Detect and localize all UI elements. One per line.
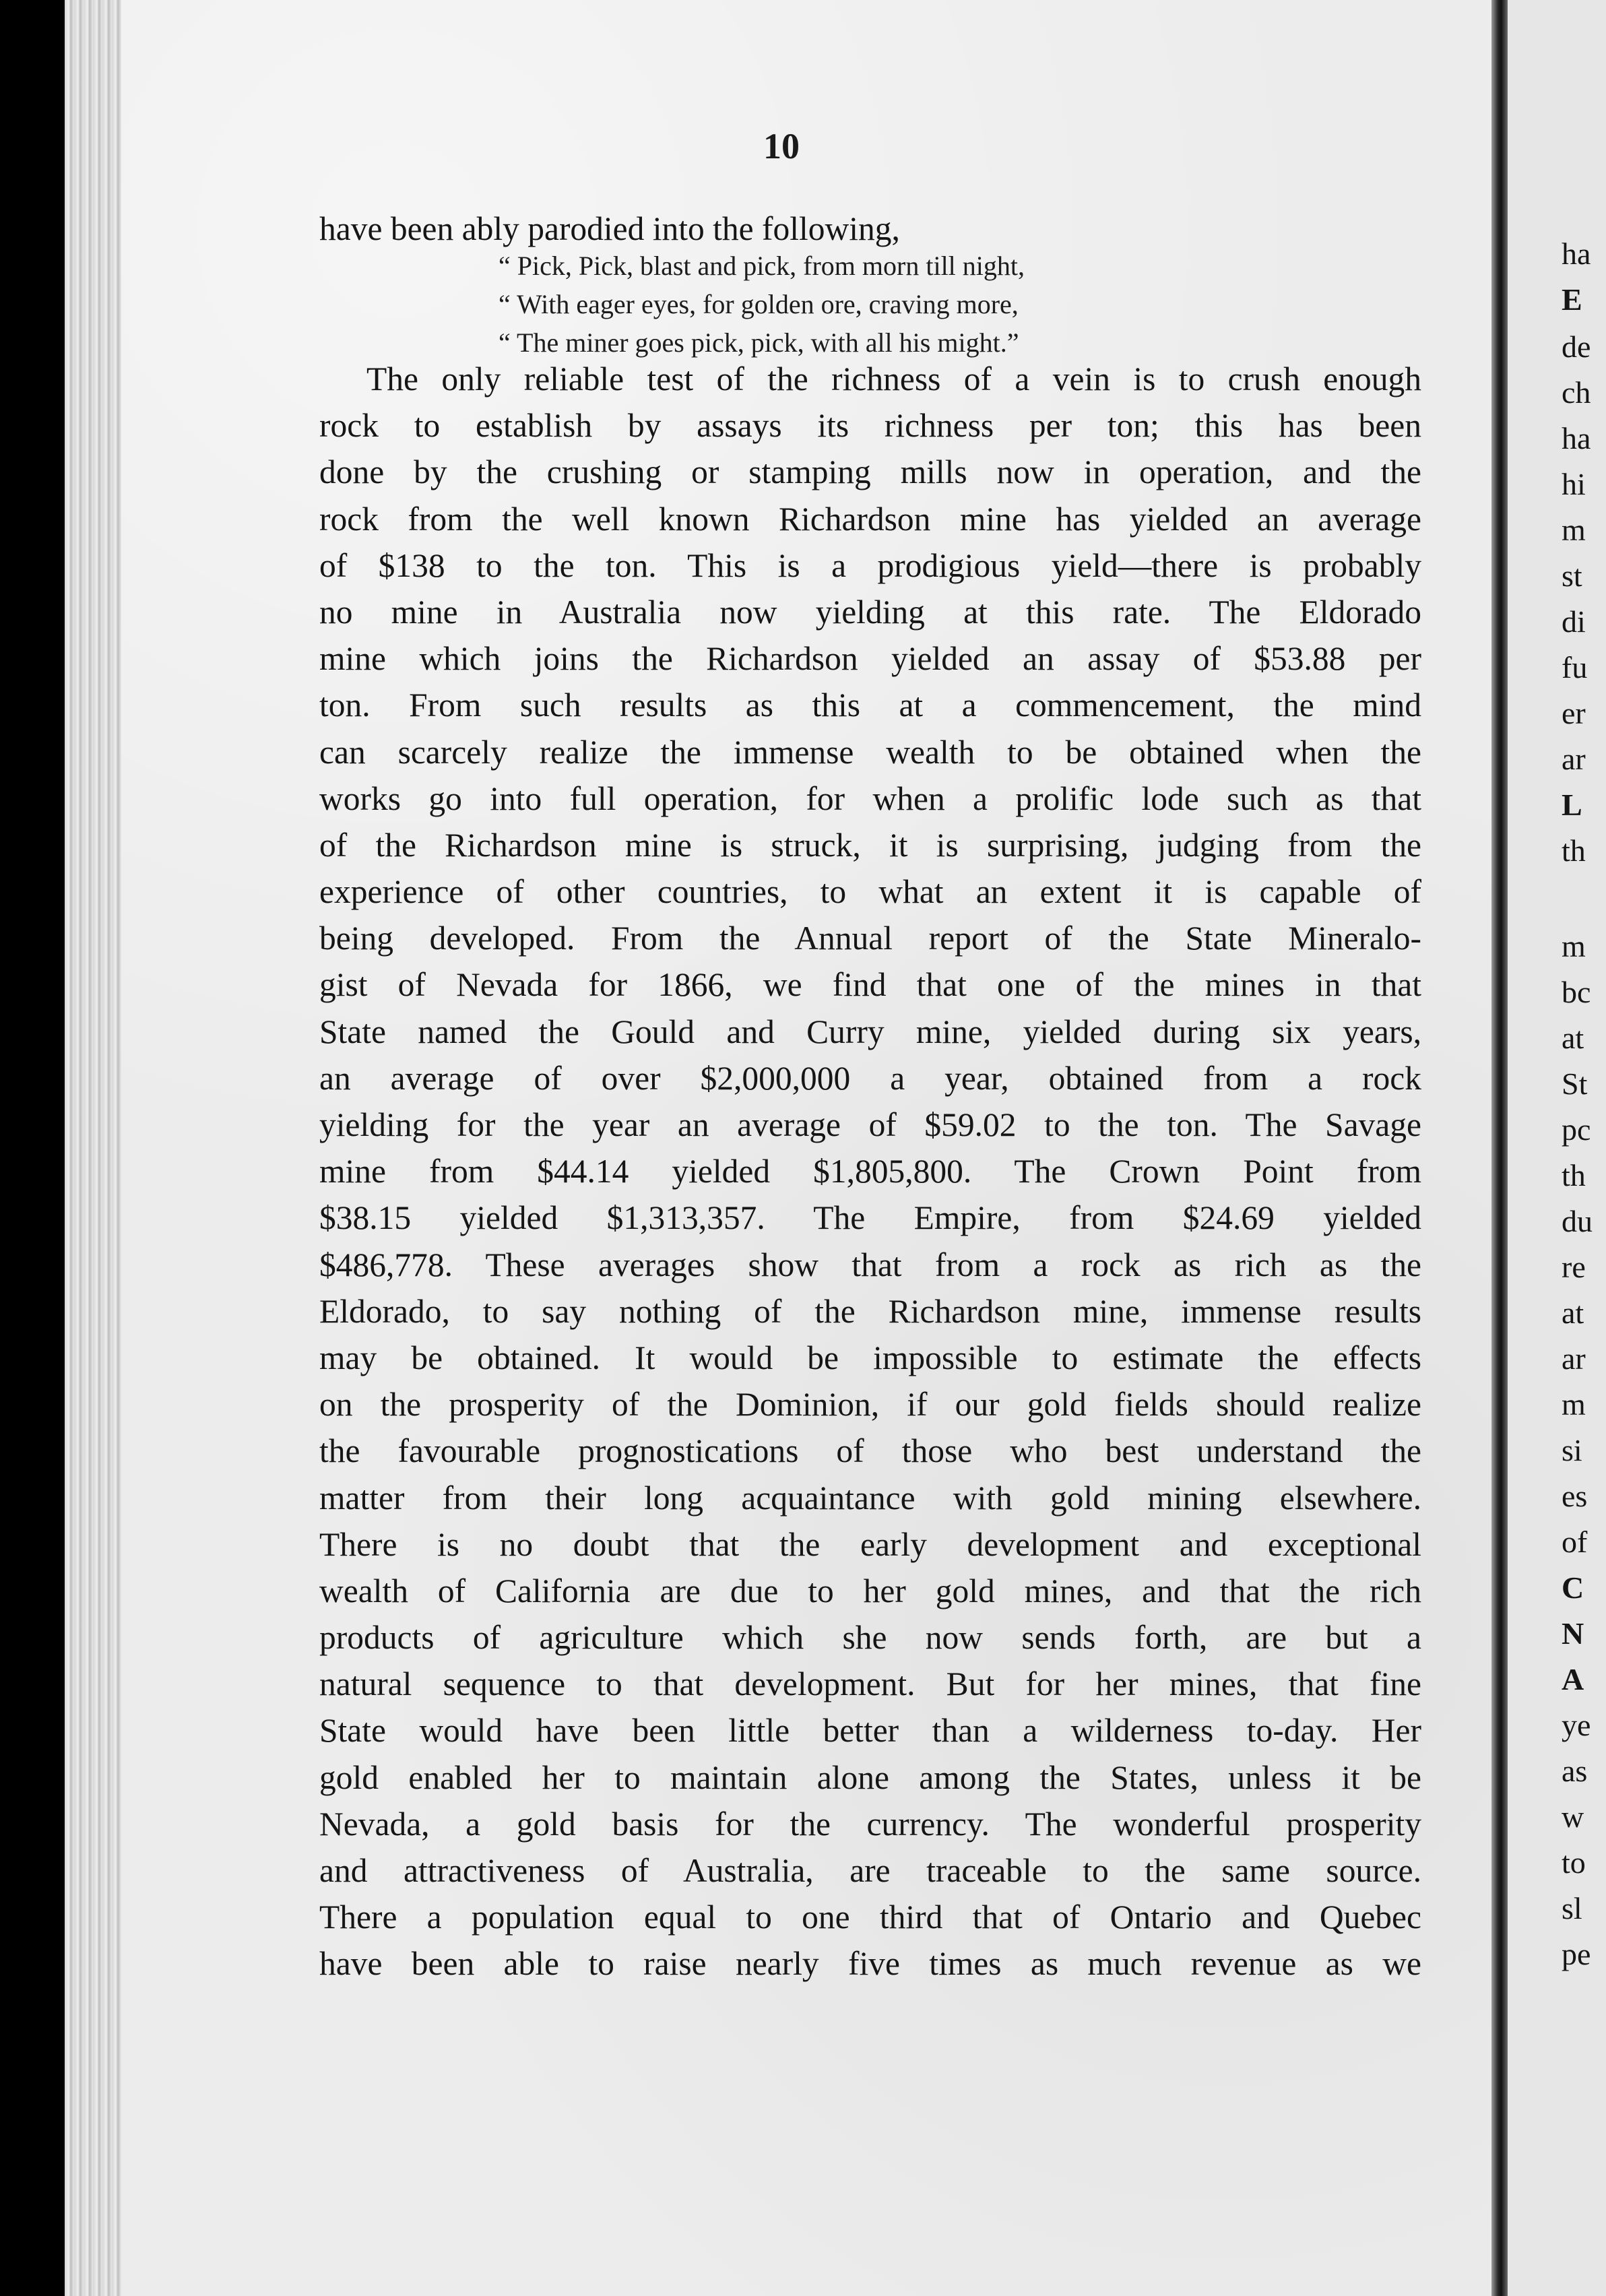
facing-page-fragment: si xyxy=(1562,1433,1582,1467)
opening-line: have been ably parodied into the following, xyxy=(319,210,900,247)
facing-page-fragment: th xyxy=(1562,833,1586,868)
paragraph-line: ton. From such results as this at a commencement, the mind xyxy=(319,687,1421,724)
page-number: 10 xyxy=(763,126,800,166)
facing-page-fragment: of xyxy=(1562,1525,1588,1559)
verse-block xyxy=(499,247,1025,362)
facing-page-fragment: at xyxy=(1562,1021,1584,1055)
facing-page-fragment: m xyxy=(1562,929,1586,963)
paragraph-line: products of agriculture which she now sends forth, are but a xyxy=(319,1619,1421,1657)
paragraph-line: $486,778. These averages show that from a rock as rich as the xyxy=(319,1246,1421,1283)
paragraph-line: natural sequence to that development. But for her mines, that fine xyxy=(319,1665,1421,1703)
paragraph-line: State named the Gould and Curry mine, yielded during six years, xyxy=(319,1013,1421,1050)
opening-line-block xyxy=(319,206,1421,252)
facing-page-edge xyxy=(1508,0,1606,2296)
verse-line: “ The miner goes pick, pick, with all his might.” xyxy=(499,327,1019,358)
body-paragraph xyxy=(319,356,1421,1987)
paragraph-line: mine which joins the Richardson yielded an assay of $53.88 per xyxy=(319,640,1421,678)
paragraph-line: $38.15 yielded $1,313,357. The Empire, from $24.69 yielded xyxy=(319,1199,1421,1237)
facing-page-fragment: E xyxy=(1562,282,1582,317)
facing-page-fragment: ye xyxy=(1562,1708,1591,1742)
facing-page-fragment: fu xyxy=(1562,650,1588,684)
paragraph-line: an average of over $2,000,000 a year, obtained from a rock xyxy=(319,1059,1421,1097)
facing-page-fragment: A xyxy=(1562,1662,1584,1696)
paragraph-line: wealth of California are due to her gold mines, and that the rich xyxy=(319,1572,1421,1609)
paragraph-line: gold enabled her to maintain alone among the States, unless it be xyxy=(319,1758,1421,1796)
facing-page-fragment: di xyxy=(1562,604,1586,639)
facing-page-fragment: pe xyxy=(1562,1937,1591,1971)
paragraph-line: done by the crushing or stamping mills now in operation, and the xyxy=(319,453,1421,491)
paragraph-line: yielding for the year an average of $59.02 to the ton. The Savage xyxy=(319,1106,1421,1143)
paragraph-line: Nevada, a gold basis for the currency. The wonderful prosperity xyxy=(319,1805,1421,1843)
facing-page-fragment: ha xyxy=(1562,236,1591,271)
paragraph-line: rock to establish by assays its richness per ton; this has been xyxy=(319,407,1421,445)
facing-page-fragment: st xyxy=(1562,559,1582,593)
paragraph-line: of the Richardson mine is struck, it is surprising, judging from the xyxy=(319,826,1421,864)
paragraph-line: experience of other countries, to what an extent it is capable of xyxy=(319,873,1421,911)
verse-line: “ Pick, Pick, blast and pick, from morn till night, xyxy=(499,251,1025,281)
facing-page-fragment: es xyxy=(1562,1479,1588,1513)
paragraph-line: can scarcely realize the immense wealth to be obtained when the xyxy=(319,733,1421,771)
paragraph-line: the favourable prognostications of those who best understand the xyxy=(319,1432,1421,1470)
paragraph-line: no mine in Australia now yielding at this rate. The Eldorado xyxy=(319,593,1421,631)
facing-page-fragment: St xyxy=(1562,1066,1588,1101)
verse-line: “ With eager eyes, for golden ore, craving more, xyxy=(499,289,1019,319)
facing-page-fragment: pc xyxy=(1562,1112,1591,1147)
paragraph-line: There a population equal to one third that of Ontario and Quebec xyxy=(319,1899,1421,1936)
facing-page-fragment: ha xyxy=(1562,421,1591,455)
paragraph-line: mine from $44.14 yielded $1,805,800. The Crown Point from xyxy=(319,1153,1421,1190)
page-stack-edge xyxy=(65,0,125,2296)
paragraph-line: matter from their long acquaintance with gold mining elsewhere. xyxy=(319,1479,1421,1517)
paragraph-line: State would have been little better than a wilderness to-day. Her xyxy=(319,1712,1421,1750)
paragraph-line: of $138 to the ton. This is a prodigious yield—there is probably xyxy=(319,546,1421,584)
facing-page-fragment: as xyxy=(1562,1754,1588,1788)
paragraph-line: gist of Nevada for 1866, we find that one of the mines in that xyxy=(319,966,1421,1004)
facing-page-fragment: to xyxy=(1562,1845,1586,1880)
facing-page-fragment: N xyxy=(1562,1616,1584,1651)
paragraph-line: works go into full operation, for when a prolific lode such as that xyxy=(319,779,1421,817)
paragraph-line: being developed. From the Annual report of the State Mineralo- xyxy=(319,920,1421,957)
facing-page-fragment: du xyxy=(1562,1204,1593,1238)
facing-page-fragment: L xyxy=(1562,788,1582,822)
facing-page-fragment: C xyxy=(1562,1570,1584,1605)
facing-page-fragment: ch xyxy=(1562,375,1591,410)
paragraph-line: and attractiveness of Australia, are traceable to the same source. xyxy=(319,1852,1421,1889)
facing-page-fragment: hi xyxy=(1562,467,1586,501)
book-gutter xyxy=(1491,0,1508,2296)
facing-page-fragment: er xyxy=(1562,696,1586,730)
facing-page-fragment: w xyxy=(1562,1799,1584,1834)
facing-page-fragment: th xyxy=(1562,1158,1586,1192)
facing-page-fragment: m xyxy=(1562,1387,1586,1422)
facing-page-fragment: bc xyxy=(1562,975,1591,1009)
paragraph-line: on the prosperity of the Dominion, if our gold fields should realize xyxy=(319,1386,1421,1424)
facing-page-fragment: de xyxy=(1562,329,1591,364)
paragraph-line: may be obtained. It would be impossible to estimate the effects xyxy=(319,1339,1421,1376)
paragraph-line: There is no doubt that the early development and exceptional xyxy=(319,1525,1421,1563)
paragraph-line: Eldorado, to say nothing of the Richardson mine, immense results xyxy=(319,1292,1421,1330)
facing-page-fragment: ar xyxy=(1562,1341,1586,1376)
paragraph-line: have been able to raise nearly five times as much revenue as we xyxy=(319,1945,1421,1983)
facing-page-fragment: at xyxy=(1562,1296,1584,1330)
facing-page-fragment: ar xyxy=(1562,742,1586,776)
facing-page-fragment: m xyxy=(1562,513,1586,547)
facing-page-fragment: re xyxy=(1562,1250,1586,1284)
paragraph-line: rock from the well known Richardson mine has yielded an average xyxy=(319,500,1421,538)
facing-page-fragment: sl xyxy=(1562,1891,1582,1925)
paragraph-line: The only reliable test of the richness of a vein is to crush enough xyxy=(366,360,1421,397)
